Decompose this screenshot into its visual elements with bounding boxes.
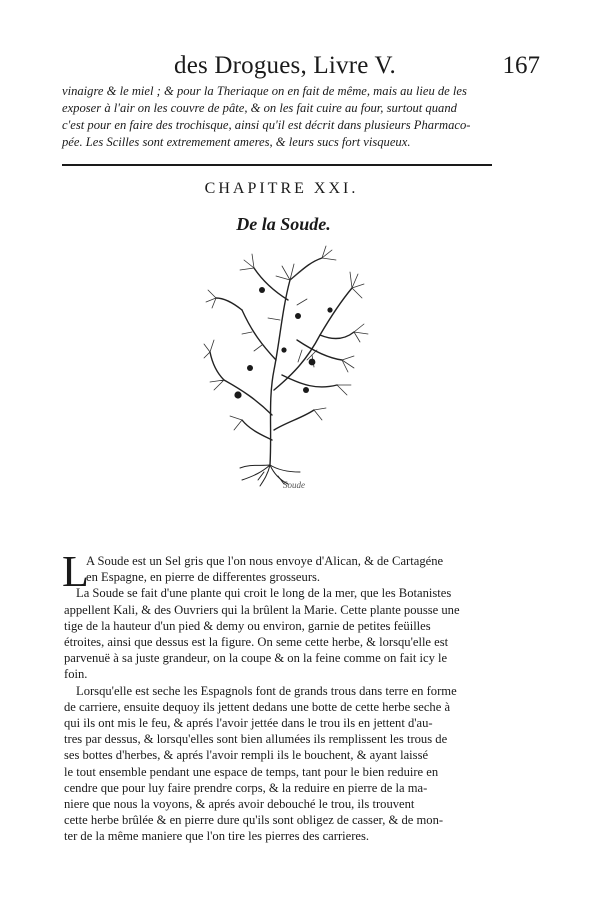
drop-cap: L (62, 547, 89, 596)
paragraph (64, 585, 494, 682)
text-line: appellent Kali, & des Ouvriers qui la brûlent la Marie. Cette plante pousse une (64, 602, 460, 617)
text-line: cendre que pour luy faire prendre corps, & la reduire en pierre de la ma- (64, 780, 428, 795)
paragraph (64, 553, 494, 585)
text-line: parvenuë à sa juste grandeur, on la coupe & on la feine comme on fait icy le (64, 651, 448, 666)
text-line: le tout ensemble pendant une espace de temps, tant pour le bien reduire en (64, 764, 439, 779)
figure-caption: Soude (283, 480, 305, 490)
text-line: foin. (64, 667, 88, 682)
text-line: A Soude est un Sel gris que l'on nous envoye d'Alican, & de Cartagéne (86, 554, 444, 568)
text-line: cette herbe brûlée & en pierre dure qu'ils sont obligez de casser, & de mon- (64, 813, 444, 828)
text-line: tres par dessus, & lorsqu'elles sont bien allumées ils remplissent les trous de (64, 732, 448, 747)
paragraph (64, 683, 494, 845)
section-title-text: De la Soude. (236, 214, 331, 234)
text-line: vinaigre & le miel ; & pour la Theriaque on en fait de même, mais au lieu de les (62, 84, 467, 98)
text-line: tige de la hauteur d'un pied & demy ou environ, garnie de petites feüilles (64, 618, 431, 633)
text-line: La Soude se fait d'une plante qui croit le long de la mer, que les Botanistes (76, 586, 452, 601)
text-line: étroites, ainsi que dessus est la figure. On seme cette herbe, & lorsqu'elle est (64, 635, 449, 650)
continued-paragraph (62, 83, 492, 151)
chapter-body (64, 553, 494, 845)
text-line: qui ils ont mis le feu, & aprés l'avoir jettée dans le trou ils en jettent d'au- (64, 716, 433, 731)
horizontal-rule (62, 164, 492, 166)
running-head (160, 52, 540, 82)
text-line: c'est pour en faire des trochisque, ainsi qu'il est décrit dans plusieurs Pharmaco- (62, 118, 471, 132)
chapter-title-text: CHAPITRE XXI. (204, 180, 359, 197)
page-number: 167 (502, 52, 540, 79)
text-line: en Espagne, en pierre de differentes grosseurs. (86, 570, 321, 585)
text-line: ter de la même maniere que l'on tire les pierres des carrieres. (64, 829, 370, 844)
text-line: Lorsqu'elle est seche les Espagnols font de grands trous dans terre en forme (76, 683, 457, 698)
text-line: ses bottes d'herbes, & aprés l'avoir rempli ils le bouchent, & ayant laissé (64, 748, 429, 763)
text-line: exposer à l'air on les couvre de pâte, & on les fait cuire au four, surtout quand (62, 101, 457, 115)
plant-illustration (202, 240, 374, 488)
chapter-title (0, 180, 603, 198)
text-line: niere que nous la voyons, & aprés avoir debouché le trou, ils trouvent (64, 797, 415, 812)
text-line: pée. Les Scilles sont extremement ameres, & leurs sucs fort visqueux. (62, 135, 411, 149)
running-title: des Drogues, Livre V. (174, 52, 396, 79)
section-title (0, 214, 603, 235)
soude-plant-drawing (202, 240, 374, 488)
text-line: de carriere, ensuite dequoy ils jettent dedans une botte de cette herbe seche à (64, 699, 451, 714)
